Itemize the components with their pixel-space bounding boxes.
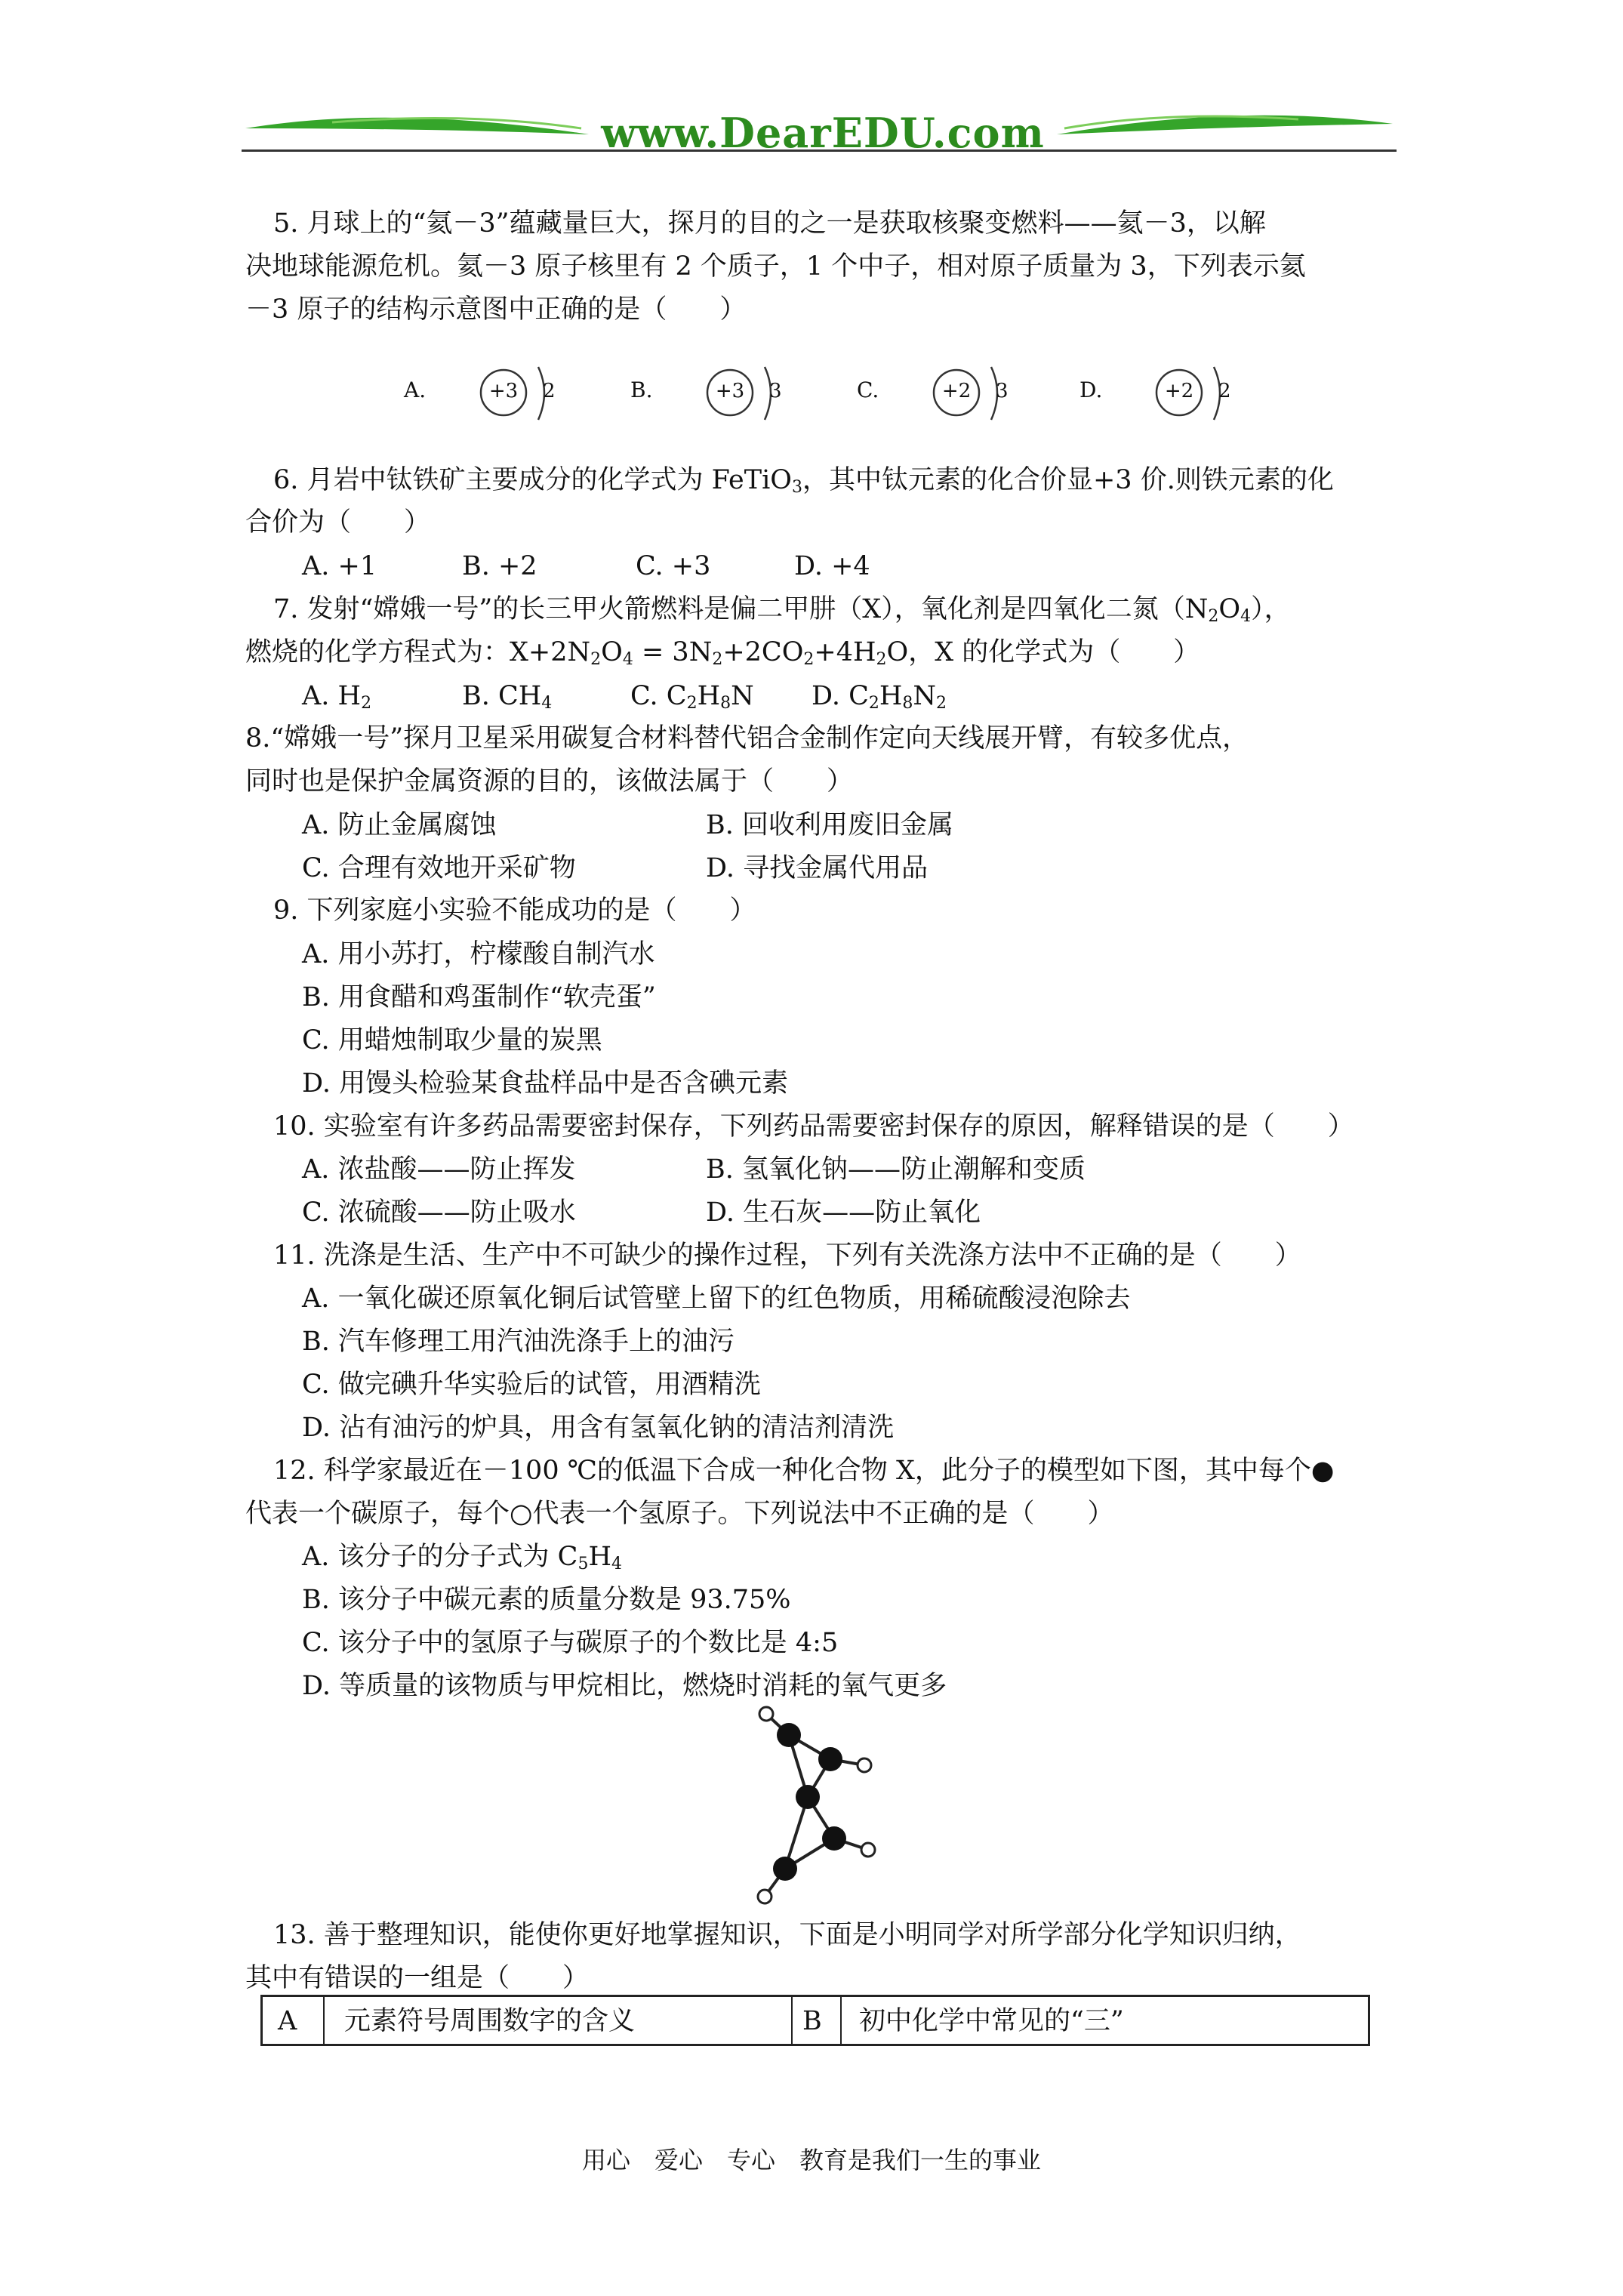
q12-line1: 12. 科学家最近在－100 ℃的低温下合成一种化合物 X，此分子的模型如下图，其中每个●: [273, 1456, 1335, 1486]
option-label: A.: [404, 378, 427, 402]
q11-option-b: B. 汽车修理工用汽油洗涤手上的油污: [302, 1327, 735, 1357]
nucleus-charge: +3: [715, 380, 745, 402]
q12-option-a: A. 该分子的分子式为 $C_5H_4$: [302, 1542, 622, 1573]
table-divider: [791, 1997, 793, 2044]
header-rule: [242, 149, 1397, 152]
q7-line2: 燃烧的化学方程式为：$X+2N_2O_4 = 3N_2+2CO_2+4H_2O$，X 的化学式为（ ）: [245, 637, 1200, 669]
q11-option-d: D. 沾有油污的炉具，用含有氢氧化钠的清洁剂清洗: [302, 1413, 895, 1443]
q11-option-a: A. 一氧化碳还原氧化铜后试管壁上留下的红色物质，用稀硫酸浸泡除去: [302, 1284, 1131, 1314]
q6-option-b: B. +2: [462, 551, 537, 581]
shell-electrons: 2: [1218, 380, 1231, 402]
q11-line1: 11. 洗涤是生活、生产中不可缺少的操作过程，下列有关洗涤方法中不正确的是（ ）: [273, 1240, 1301, 1271]
q12-option-b: B. 该分子中碳元素的质量分数是 93.75%: [302, 1585, 791, 1615]
table-text-a: 元素符号周围数字的含义: [344, 2006, 636, 2036]
q8-option-a: A. 防止金属腐蚀: [302, 810, 497, 840]
nucleus-charge: +2: [1164, 380, 1194, 402]
site-name: www.DearEDU.com: [601, 109, 1045, 157]
q7-option-b: B. $CH_4$: [462, 681, 553, 713]
q6-line1: 6. 月岩中钛铁矿主要成分的化学式为 FeTiO$_3$，其中钛元素的化合价显+3 价.则铁元素的化: [273, 465, 1334, 497]
shell-electrons: 3: [996, 380, 1009, 402]
q12-line2: 代表一个碳原子，每个○代表一个氢原子。下列说法中不正确的是（ ）: [245, 1499, 1114, 1529]
nucleus-charge: +3: [488, 380, 519, 402]
nucleus-charge: +2: [941, 380, 972, 402]
q8-option-c: C. 合理有效地开采矿物: [302, 853, 576, 883]
q9-option-b: B. 用食醋和鸡蛋制作“软壳蛋”: [302, 982, 656, 1012]
q6-option-a: A. +1: [302, 551, 377, 581]
q5-option-a: [404, 361, 570, 429]
q8-line1: 8.“嫦娥一号”探月卫星采用碳复合材料替代铝合金制作定向天线展开臂，有较多优点，: [245, 723, 1249, 754]
q10-option-b: B. 氢氧化钠——防止潮解和变质: [706, 1154, 1086, 1185]
q7-option-a: A. $H_2$: [302, 681, 372, 713]
q10-option-a: A. 浓盐酸——防止挥发: [302, 1154, 576, 1185]
q5-line1: 5. 月球上的“氦－3”蕴藏量巨大，探月的目的之一是获取核聚变燃料——氦－3，以解: [273, 208, 1266, 239]
q12-option-c: C. 该分子中的氢原子与碳原子的个数比是 4:5: [302, 1628, 839, 1658]
q11-option-c: C. 做完碘升华实验后的试管，用酒精洗: [302, 1370, 761, 1400]
q7-option-c: C. $C_2H_8N$: [630, 681, 754, 713]
q6-line2: 合价为（ ）: [245, 507, 431, 538]
page-header: [242, 106, 1397, 166]
table-label-a: A: [278, 2006, 297, 2036]
q9-line1: 9. 下列家庭小实验不能成功的是（ ）: [273, 895, 756, 926]
q9-option-c: C. 用蜡烛制取少量的炭黑: [302, 1025, 602, 1056]
q9-option-a: A. 用小苏打，柠檬酸自制汽水: [302, 939, 655, 969]
q12-option-d: D. 等质量的该物质与甲烷相比，燃烧时消耗的氧气更多: [302, 1671, 947, 1701]
molecule-model-diagram: [740, 1699, 891, 1918]
shell-electrons: 3: [769, 380, 782, 402]
q10-option-d: D. 生石灰——防止氧化: [706, 1197, 981, 1228]
q5-option-d: [1079, 361, 1246, 429]
q5-option-b: [630, 361, 796, 429]
q13-table: [260, 1995, 1370, 2046]
option-label: B.: [630, 378, 653, 402]
q8-option-d: D. 寻找金属代用品: [706, 853, 929, 883]
q8-line2: 同时也是保护金属资源的目的，该做法属于（ ）: [245, 766, 854, 797]
q5-line3: －3 原子的结构示意图中正确的是（ ）: [245, 294, 747, 325]
q10-line1: 10. 实验室有许多药品需要密封保存，下列药品需要密封保存的原因，解释错误的是（ ）: [273, 1111, 1354, 1142]
table-divider: [323, 1997, 325, 2044]
q6-option-c: C. +3: [636, 551, 711, 581]
q13-line2: 其中有错误的一组是（ ）: [245, 1963, 590, 1993]
q9-option-d: D. 用馒头检验某食盐样品中是否含碘元素: [302, 1068, 789, 1099]
q13-line1: 13. 善于整理知识，能使你更好地掌握知识，下面是小明同学对所学部分化学知识归纳，: [273, 1920, 1301, 1950]
q6-option-d: D. +4: [794, 551, 870, 581]
q8-option-b: B. 回收利用废旧金属: [706, 810, 953, 840]
q5-line2: 决地球能源危机。氦－3 原子核里有 2 个质子，1 个中子，相对原子质量为 3，下列表示氦: [245, 251, 1306, 282]
q5-option-c: [857, 361, 1023, 429]
option-label: C.: [857, 378, 879, 402]
q7-option-d: D. $C_2H_8N_2$: [812, 681, 947, 713]
table-label-b: B: [802, 2006, 822, 2036]
option-label: D.: [1079, 378, 1103, 402]
page-footer: 用心 爱心 专心 教育是我们一生的事业: [581, 2146, 1041, 2174]
q10-option-c: C. 浓硫酸——防止吸水: [302, 1197, 576, 1228]
table-text-b: 初中化学中常见的“三”: [859, 2006, 1124, 2036]
q7-line1: 7. 发射“嫦娥一号”的长三甲火箭燃料是偏二甲肼（X），氧化剂是四氧化二氮$(N_2O_4)$，: [273, 594, 1291, 626]
shell-electrons: 2: [543, 380, 556, 402]
table-divider: [840, 1997, 842, 2044]
